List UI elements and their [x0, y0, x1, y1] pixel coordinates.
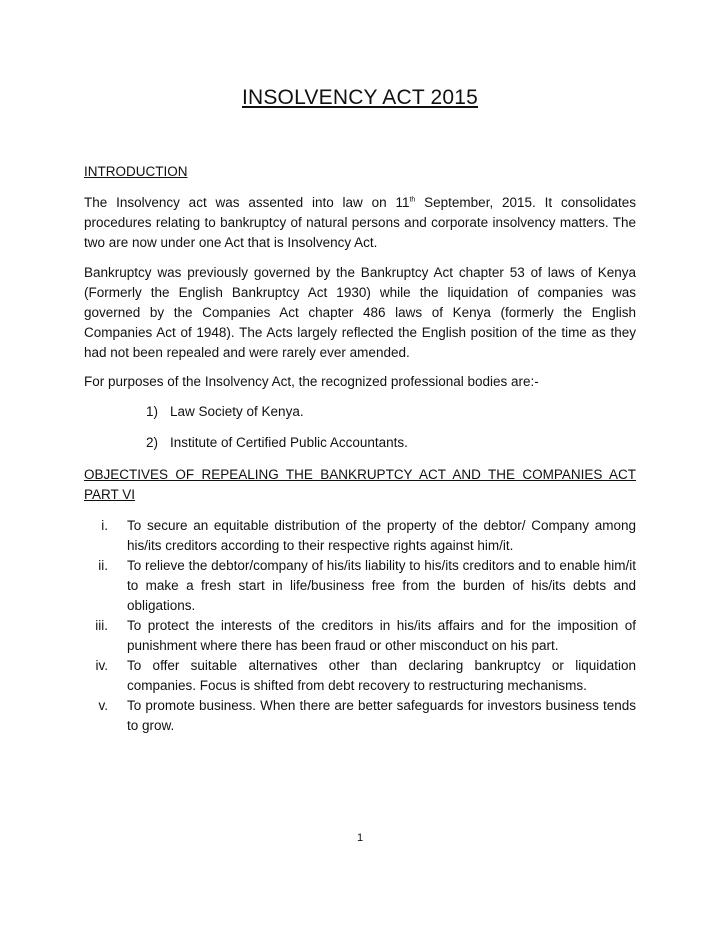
objective-text: To protect the interests of the creditors in his/its affairs and for the imposition of punishment where there has been fraud or other misconduct on his part.	[127, 618, 636, 653]
list-item	[84, 556, 636, 616]
professional-bodies-list	[146, 404, 408, 466]
ordinal-suffix: th	[409, 196, 416, 204]
list-item-number: 2)	[146, 435, 159, 450]
roman-numeral: v.	[98, 698, 108, 713]
intro-paragraph-1	[84, 193, 636, 253]
intro-paragraph-3: For purposes of the Insolvency Act, the recognized professional bodies are:-	[84, 374, 539, 389]
roman-numeral: i.	[101, 518, 108, 533]
objectives-heading: OBJECTIVES OF REPEALING THE BANKRUPTCY ACT AND THE COMPANIES ACT PART VI	[84, 467, 636, 502]
list-item	[84, 616, 636, 656]
intro-paragraph-2: Bankruptcy was previously governed by the Bankruptcy Act chapter 53 of laws of Kenya (Formerly the English Bankruptcy Act 1930) while the liquidation of companies was governed by the Companies Act chapter 486 laws of Kenya (formerly the English Companies Act of 1948). The Acts largely reflected the English position of the time as they had not been repealed and were rarely ever amended.	[84, 265, 636, 360]
document-title: INSOLVENCY ACT 2015	[241, 86, 479, 109]
list-item-text: Law Society of Kenya.	[170, 404, 304, 419]
roman-numeral: iv.	[95, 658, 108, 673]
objective-text: To offer suitable alternatives other than declaring bankruptcy or liquidation companies. Focus is shifted from debt recovery to restructuring mechanisms.	[127, 658, 636, 693]
introduction-heading: INTRODUCTION	[84, 164, 188, 179]
roman-numeral: ii.	[98, 558, 108, 573]
list-item	[146, 404, 408, 424]
list-item-number: 1)	[146, 404, 159, 419]
page-number: 1	[356, 832, 364, 844]
objectives-list	[84, 516, 636, 736]
intro-p1-text-end: September, 2015. It consolidates procedures relating to bankruptcy of natural persons and corporate insolvency matters. The two are now under one Act that is Insolvency Act.	[84, 195, 636, 250]
list-item-text: Institute of Certified Public Accountants.	[170, 435, 408, 450]
objective-text: To relieve the debtor/company of his/its liability to his/its creditors and to enable him/it to make a fresh start in life/business free from the burden of his/its debts and obligations.	[127, 558, 636, 613]
intro-p1-text-start: The Insolvency act was assented into law on 11	[84, 195, 410, 210]
roman-numeral: iii.	[95, 618, 108, 633]
list-item	[146, 435, 408, 455]
list-item	[84, 516, 636, 556]
list-item	[84, 696, 636, 736]
list-item	[84, 656, 636, 696]
objective-text: To secure an equitable distribution of the property of the debtor/ Company among his/its creditors according to their respective rights against him/it.	[127, 518, 636, 553]
objective-text: To promote business. When there are better safeguards for investors business tends to grow.	[127, 698, 636, 733]
